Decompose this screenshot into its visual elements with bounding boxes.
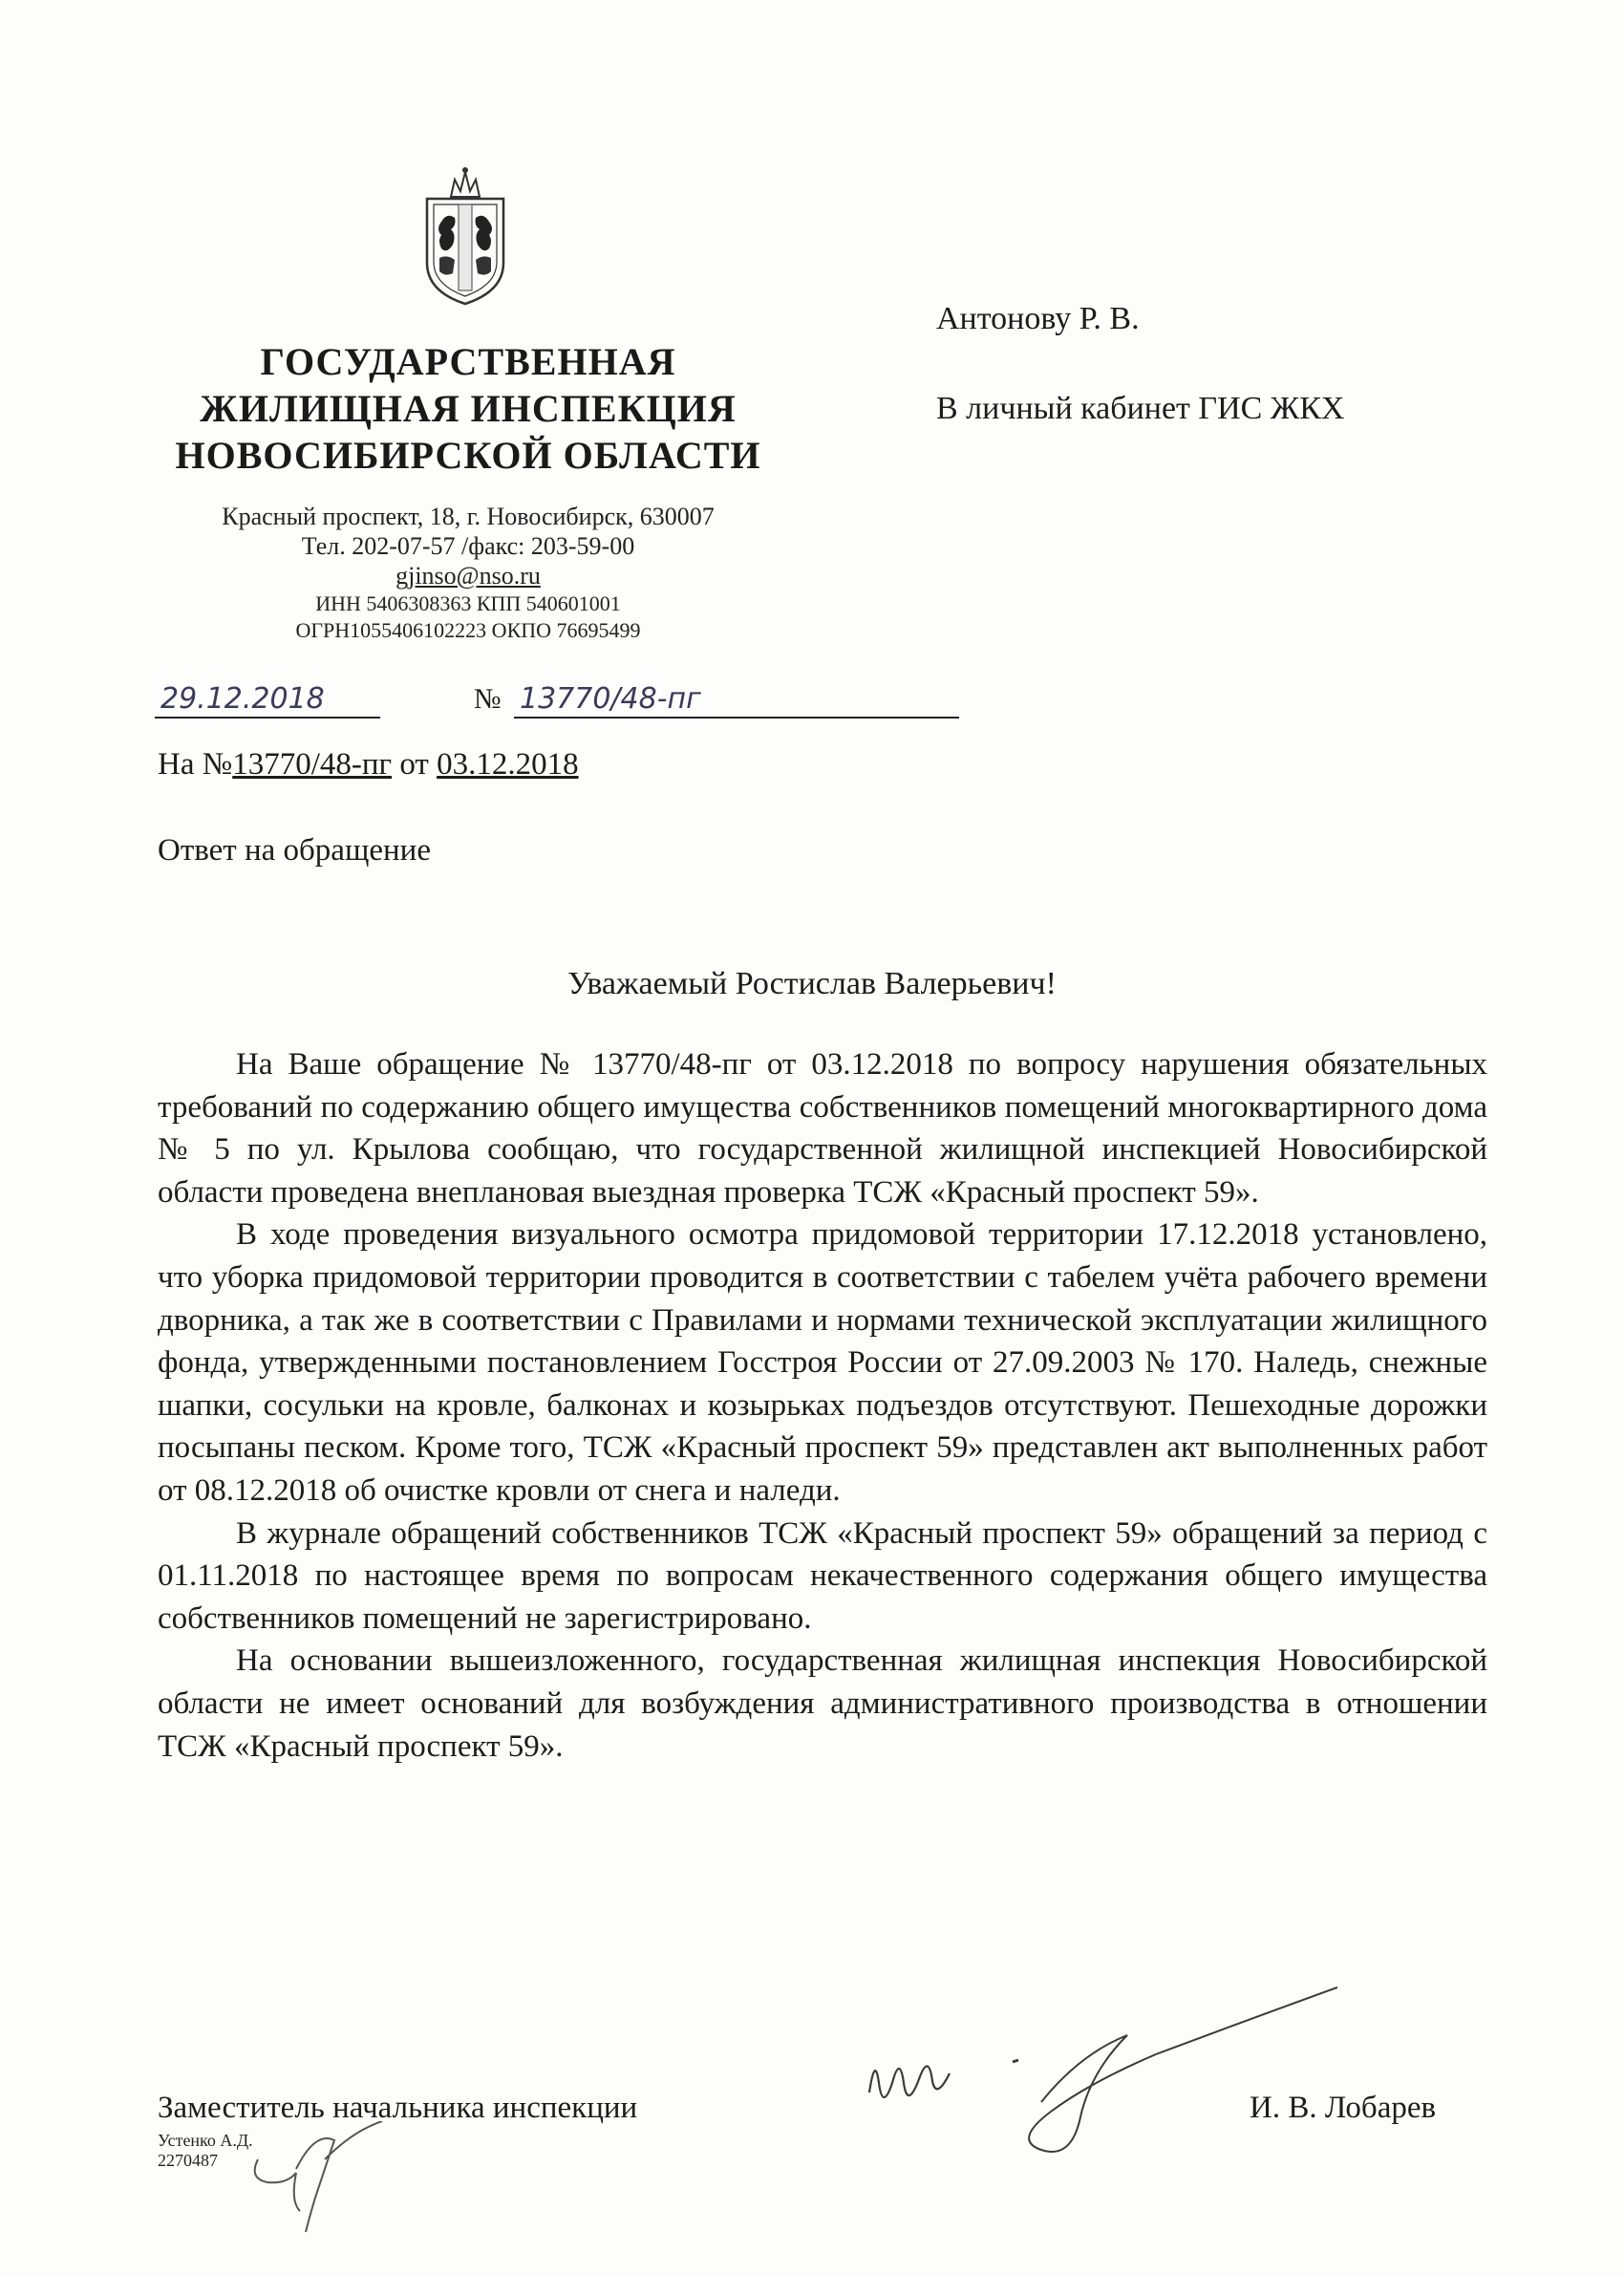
recipient-name: Антонову Р. В. <box>936 301 1140 336</box>
org-title-line-3: НОВОСИБИРСКОЙ ОБЛАСТИ <box>175 434 761 477</box>
greeting: Уважаемый Ростислав Валерьевич! <box>567 966 1057 1001</box>
body-paragraph: В ходе проведения визуального осмотра придомовой территории 17.12.2018 установлено, что уборка придомовой территории проводится в соответствии с табелем учёта рабочего времени дворника, а так же в соответствии с Правилами и нормами технической эксплуатации жилищного фонда, утвержденными постановлением Госстроя России от 27.09.2003 № 170. Наледь, снежные шапки, сосульки на кровле, балконах и козырьках подъездов отсутствуют. Пешеходные дорожки посыпаны песком. Кроме того, ТСЖ «Красный проспект 59» представлен акт выполненных работ от 08.12.2018 об очистке кровли от снега и наледи. <box>158 1217 1487 1508</box>
registration-row <box>155 676 804 724</box>
body-paragraph: На Ваше обращение № 13770/48-пг от 03.12.2018 по вопросу нарушения обязательных требований по содержанию общего имущества собственников помещений многоквартирного дома № 5 по ул. Крылова сообщаю, что государственной жилищной инспекцией Новосибирской области проведена внеплановая выездная проверка ТСЖ «Красный проспект 59». <box>158 1047 1487 1210</box>
organization-title <box>143 338 793 479</box>
body-paragraph: На основании вышеизложенного, государственная жилищная инспекция Новосибирской области не имеет оснований для возбуждения административного производства в отношении ТСЖ «Красный проспект 59». <box>158 1643 1487 1764</box>
org-title-line-1: ГОСУДАРСТВЕННАЯ <box>260 340 676 383</box>
reference-prefix: На № <box>158 747 233 782</box>
letter-subject: Ответ на обращение <box>158 833 431 868</box>
reference-date: 03.12.2018 <box>437 747 579 782</box>
body-paragraph: В журнале обращений собственников ТСЖ «Красный проспект 59» обращений за период с 01.11.2018 по настоящее время по вопросам некачественного содержания общего имущества собственников помещений не зарегистрировано. <box>158 1515 1487 1636</box>
org-phone: Тел. 202-07-57 /факс: 203-59-00 <box>301 532 635 560</box>
coat-of-arms-icon <box>413 162 518 306</box>
reference-from-label: от <box>399 747 429 782</box>
org-email-link[interactable]: gjinso@nso.ru <box>395 562 541 590</box>
executor-name: Устенко А.Д. <box>158 2131 253 2150</box>
registration-number-label: № <box>474 683 502 715</box>
registration-date: 29.12.2018 <box>155 682 380 719</box>
initials-scribble <box>239 2121 401 2236</box>
letter-body <box>158 1043 1487 1768</box>
registration-number: 13770/48-пг <box>514 682 959 719</box>
signatory-name: И. В. Лобарев <box>1250 2091 1437 2125</box>
recipient-channel: В личный кабинет ГИС ЖКХ <box>936 391 1345 426</box>
signatory-position: Заместитель начальника инспекции <box>158 2091 638 2125</box>
org-inn-kpp: ИНН 5406308363 КПП 540601001 <box>315 591 621 615</box>
handwritten-signature <box>850 1949 1366 2178</box>
executor-phone: 2270487 <box>158 2151 218 2170</box>
org-ogrn-okpo: ОГРН1055406102223 ОКПО 76695499 <box>295 618 641 642</box>
reference-line <box>158 743 579 785</box>
org-address: Красный проспект, 18, г. Новосибирск, 630007 <box>222 503 715 530</box>
recipient-block <box>936 298 1345 430</box>
org-title-line-2: ЖИЛИЩНАЯ ИНСПЕКЦИЯ <box>200 387 737 430</box>
organization-contacts <box>143 502 793 644</box>
reference-number: 13770/48-пг <box>232 747 393 782</box>
